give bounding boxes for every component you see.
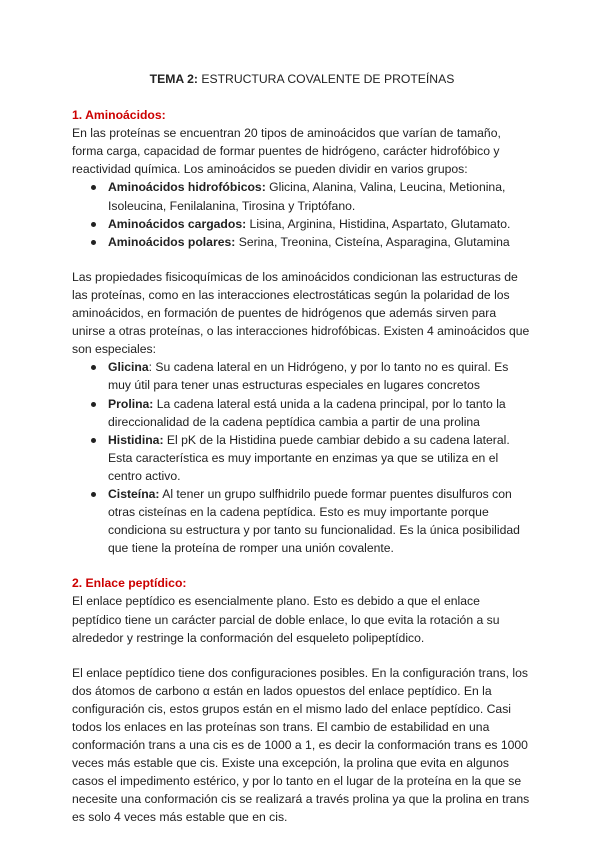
- list-item-label: Aminoácidos hidrofóbicos:: [108, 180, 266, 195]
- list-item-text: : Su cadena lateral en un Hidrógeno, y por lo tanto no es quiral. Es muy útil para tener unas estructuras especiales en lugares concretos: [108, 360, 509, 393]
- list-item-text: Al tener un grupo sulfhidrilo puede formar puentes disulfuros con otras cisteínas en la cadena peptídica. Esto es muy importante porque condiciona su estructura y por tanto su funcionalidad. Es la única posibilidad que tiene la proteína de romper una unión covalente.: [108, 486, 520, 556]
- list-item: [108, 395, 532, 431]
- list-item-label: Cisteína:: [108, 486, 160, 501]
- list-item-text: Serina, Treonina, Cisteína, Asparagina, Glutamina: [235, 234, 510, 249]
- aminoacid-groups-list: [72, 178, 532, 250]
- list-item-label: Glicina: [108, 360, 149, 375]
- section-heading-aminoacidos: 1. Aminoácidos:: [72, 108, 166, 123]
- list-item: [108, 215, 532, 233]
- list-item-text: Glicina, Alanina, Valina, Leucina, Metionina, Isoleucina, Fenilalanina, Tirosina y Triptófano.: [108, 180, 506, 213]
- page-title: [72, 70, 532, 88]
- special-aminoacids-list: [72, 358, 532, 557]
- list-item-label: Aminoácidos cargados:: [108, 216, 247, 231]
- list-item: [108, 178, 532, 214]
- list-item: [108, 431, 532, 485]
- paragraph-aminoacidos-intro: En las proteínas se encuentran 20 tipos de aminoácidos que varían de tamaño, forma carga, capacidad de formar puentes de hidrógeno, carácter hidrofóbico y reactividad química. Los aminoácidos se pueden dividir en varios grupos:: [72, 126, 501, 177]
- list-item-text: La cadena lateral está unida a la cadena principal, por lo tanto la direccionalidad de la cadena peptídica cambia a partir de una prolina: [108, 396, 506, 429]
- list-item-text: El pK de la Histidina puede cambiar debido a su cadena lateral. Esta característica es muy importante en enzimas ya que se utiliza en el centro activo.: [108, 432, 510, 483]
- paragraph-configuraciones: El enlace peptídico tiene dos configuraciones posibles. En la configuración trans, los dos átomos de carbono α están en lados opuestos del enlace peptídico. En la configuración cis, estos grupos están en el mismo lado del enlace peptídico. Casi todos los enlaces en las proteínas son trans. El cambio de estabilidad en una conformación trans a una cis es de 1000 a 1, es decir la conformación trans es 1000 veces más estable que cis. Existe una excepción, la prolina que evita en algunos casos el impedimento estérico, y por lo tanto en el lugar de la proteína en la que se necesite una conformación cis se realizará a través prolina ya que la prolina en trans es solo 4 veces más estable que en cis.: [72, 665, 530, 825]
- list-item: [108, 485, 532, 557]
- paragraph-enlace-plano: El enlace peptídico es esencialmente plano. Esto es debido a que el enlace peptídico tiene un carácter parcial de doble enlace, lo que evita la rotación a su alrededor y restringe la conformación del esqueleto polipeptídico.: [72, 594, 500, 645]
- title-topic-number: TEMA 2:: [149, 72, 198, 86]
- list-item-text: Lisina, Arginina, Histidina, Aspartato, Glutamato.: [246, 216, 511, 231]
- list-item-label: Aminoácidos polares:: [108, 234, 236, 249]
- list-item: [108, 358, 532, 394]
- section-heading-enlace-peptidico: 2. Enlace peptídico:: [72, 576, 187, 591]
- list-item-label: Prolina:: [108, 396, 154, 411]
- title-topic-name: ESTRUCTURA COVALENTE DE PROTEÍNAS: [197, 72, 455, 86]
- list-item: [108, 233, 532, 251]
- list-item-label: Histidina:: [108, 432, 164, 447]
- paragraph-propiedades: Las propiedades fisicoquímicas de los aminoácidos condicionan las estructuras de las proteínas, como en las interacciones electrostáticas según la polaridad de los aminoácidos, en formación de puentes de hidrógenos que además sirven para unirse a otras proteínas, o las interacciones hidrofóbicas. Existen 4 aminoácidos que son especiales:: [72, 269, 530, 357]
